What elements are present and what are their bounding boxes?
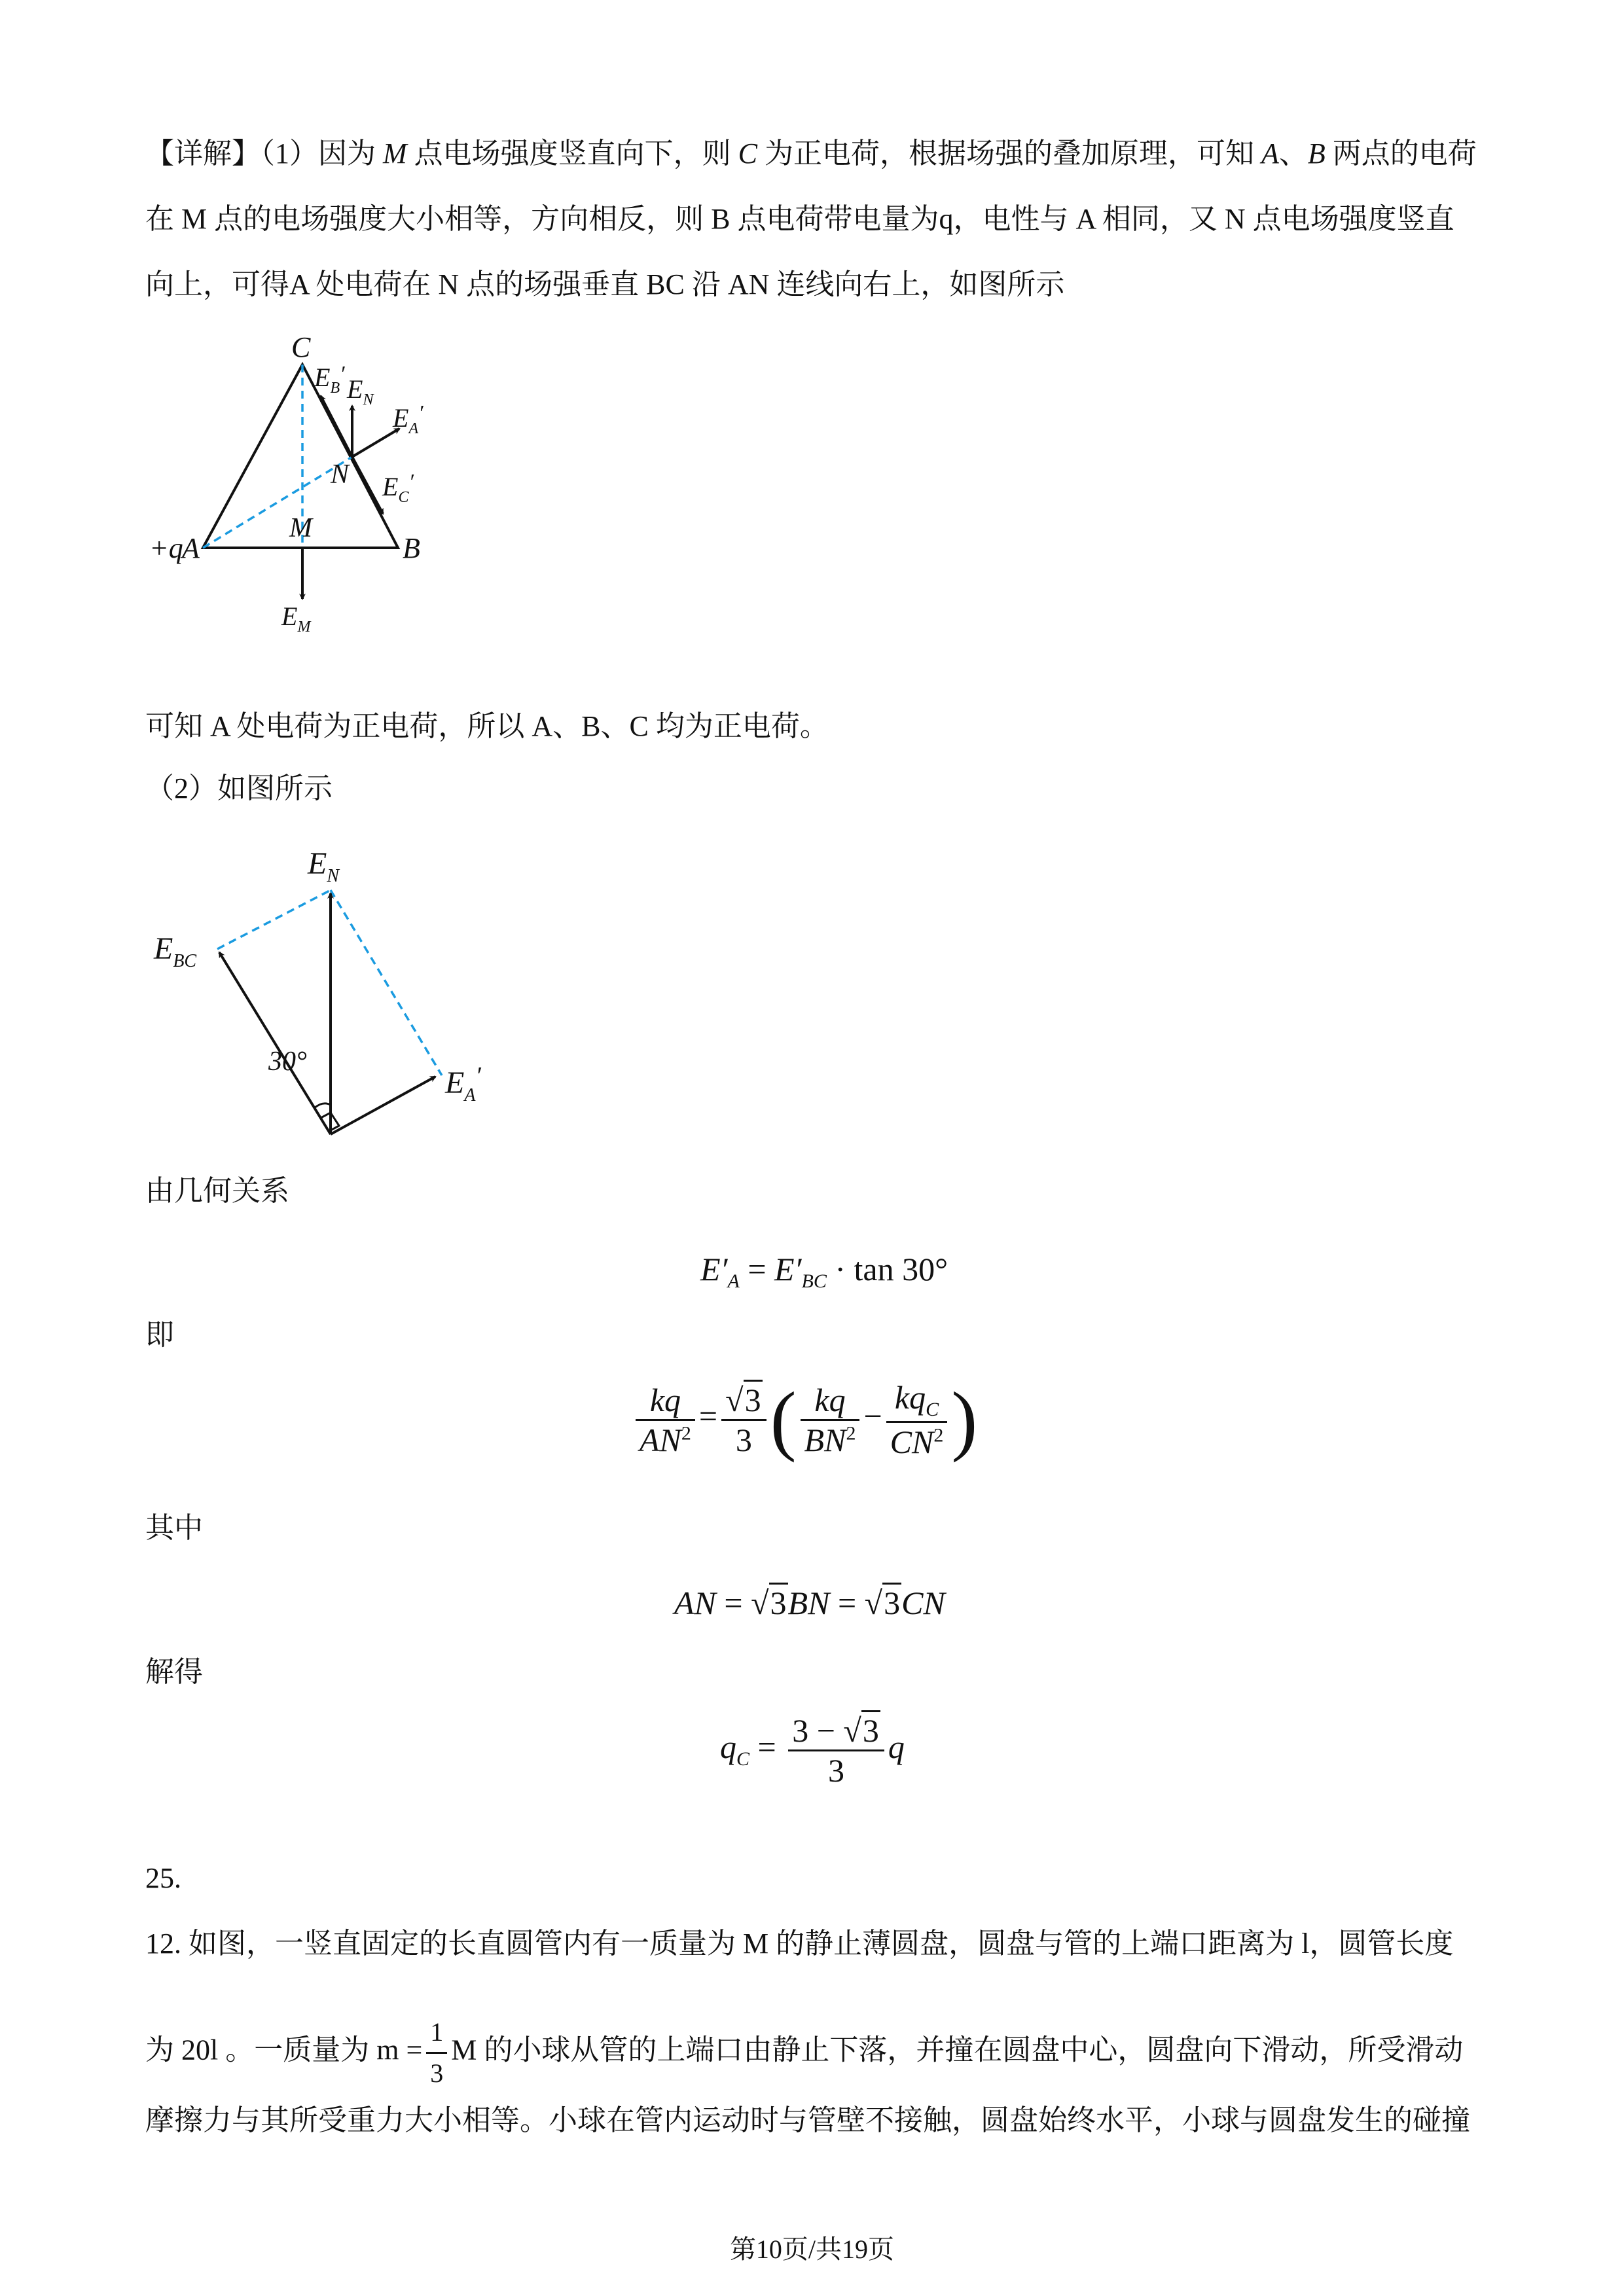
figure-vector-decomposition: [131, 818, 524, 1178]
where-label: 其中: [145, 1512, 203, 1544]
svg-text:EB′: $E_B'$: [314, 362, 345, 397]
question12-line2: 为 20l 。一质量为 m = $\frac{1}{3}$ M 的小球从管的上端口由静止下落，并撞在圆盘中心，圆盘向下滑动，所受滑动: [145, 2013, 1463, 2093]
geometry-label: 由几何关系: [145, 1175, 289, 1207]
svg-text:EA′: $E_A'$: [445, 1062, 481, 1105]
svg-text:30°: 30°: [268, 1047, 307, 1077]
equation-4: $q_C$ = $\frac{3 - √3}{3}$ q: [720, 1712, 905, 1789]
svg-text:C: C: [291, 331, 311, 363]
ie-label: 即: [145, 1319, 174, 1351]
conclusion-part1: 可知 A 处电荷为正电荷，所以 A、B、C 均为正电荷。: [145, 710, 829, 742]
equation-3: AN = √3BN = √3CN: [674, 1584, 945, 1622]
svg-text:M: M: [289, 513, 312, 543]
svg-text:EM: $E_M$: [281, 601, 311, 636]
equation-2: $\frac{kq}{AN^2}$ = $\frac{√3}{3}$ ( $\frac{kq}{BN^2}$ − $\frac{kq_C}{CN^2}$ ): [632, 1374, 977, 1465]
arrow-ea: [331, 1077, 435, 1134]
solution-para1-line3: 向上，可得A 处电荷在 N 点的场强垂直 BC 沿 AN 连线向右上，如图所示: [145, 268, 1065, 300]
para1-text: （1）因为 M 点电场强度竖直向下，则 C 为正电荷，根据场强的叠加原理，可知 A、B 两点的电荷: [261, 137, 1477, 170]
figure-triangle-field: [131, 314, 556, 707]
svg-text:+q: +q: [149, 532, 183, 564]
solution-para1-line2: 在 M 点的电场强度大小相等，方向相反，则 B 点电荷带电量为q，电性与 A 相同，又 N 点电场强度竖直: [145, 203, 1454, 235]
solution-para1-line1: [145, 134, 1477, 173]
svg-text:EN: $E_N$: [347, 374, 374, 408]
arrow-ebc: [219, 952, 331, 1134]
svg-text:EN: $E_N$: [308, 846, 340, 886]
svg-text:B: B: [403, 532, 420, 564]
page-footer: 第10页/共19页: [729, 2234, 895, 2264]
prev-question-number: 25.: [145, 1862, 181, 1894]
equation-1: $E'_A = E'_{BC} \cdot \tan 30^\circ$: [700, 1251, 948, 1292]
svg-text:N: N: [331, 459, 350, 490]
detail-header: 【详解】: [145, 137, 261, 170]
solve-label: 解得: [145, 1656, 203, 1688]
question12-line1: 12. 如图，一竖直固定的长直圆管内有一质量为 M 的静止薄圆盘，圆盘与管的上端口距离为 l，圆管长度: [145, 1928, 1454, 1960]
question12-line3: 摩擦力与其所受重力大小相等。小球在管内运动时与管壁不接触，圆盘始终水平，小球与圆盘发生的碰撞: [145, 2104, 1470, 2136]
svg-text:EBC: $E_{BC}$: [154, 931, 197, 971]
svg-text:A: A: [182, 532, 200, 564]
svg-text:EC′: $E_C'$: [382, 470, 414, 506]
svg-text:EA′: $E_A'$: [393, 401, 424, 437]
part2-intro: （2）如图所示: [145, 772, 333, 804]
